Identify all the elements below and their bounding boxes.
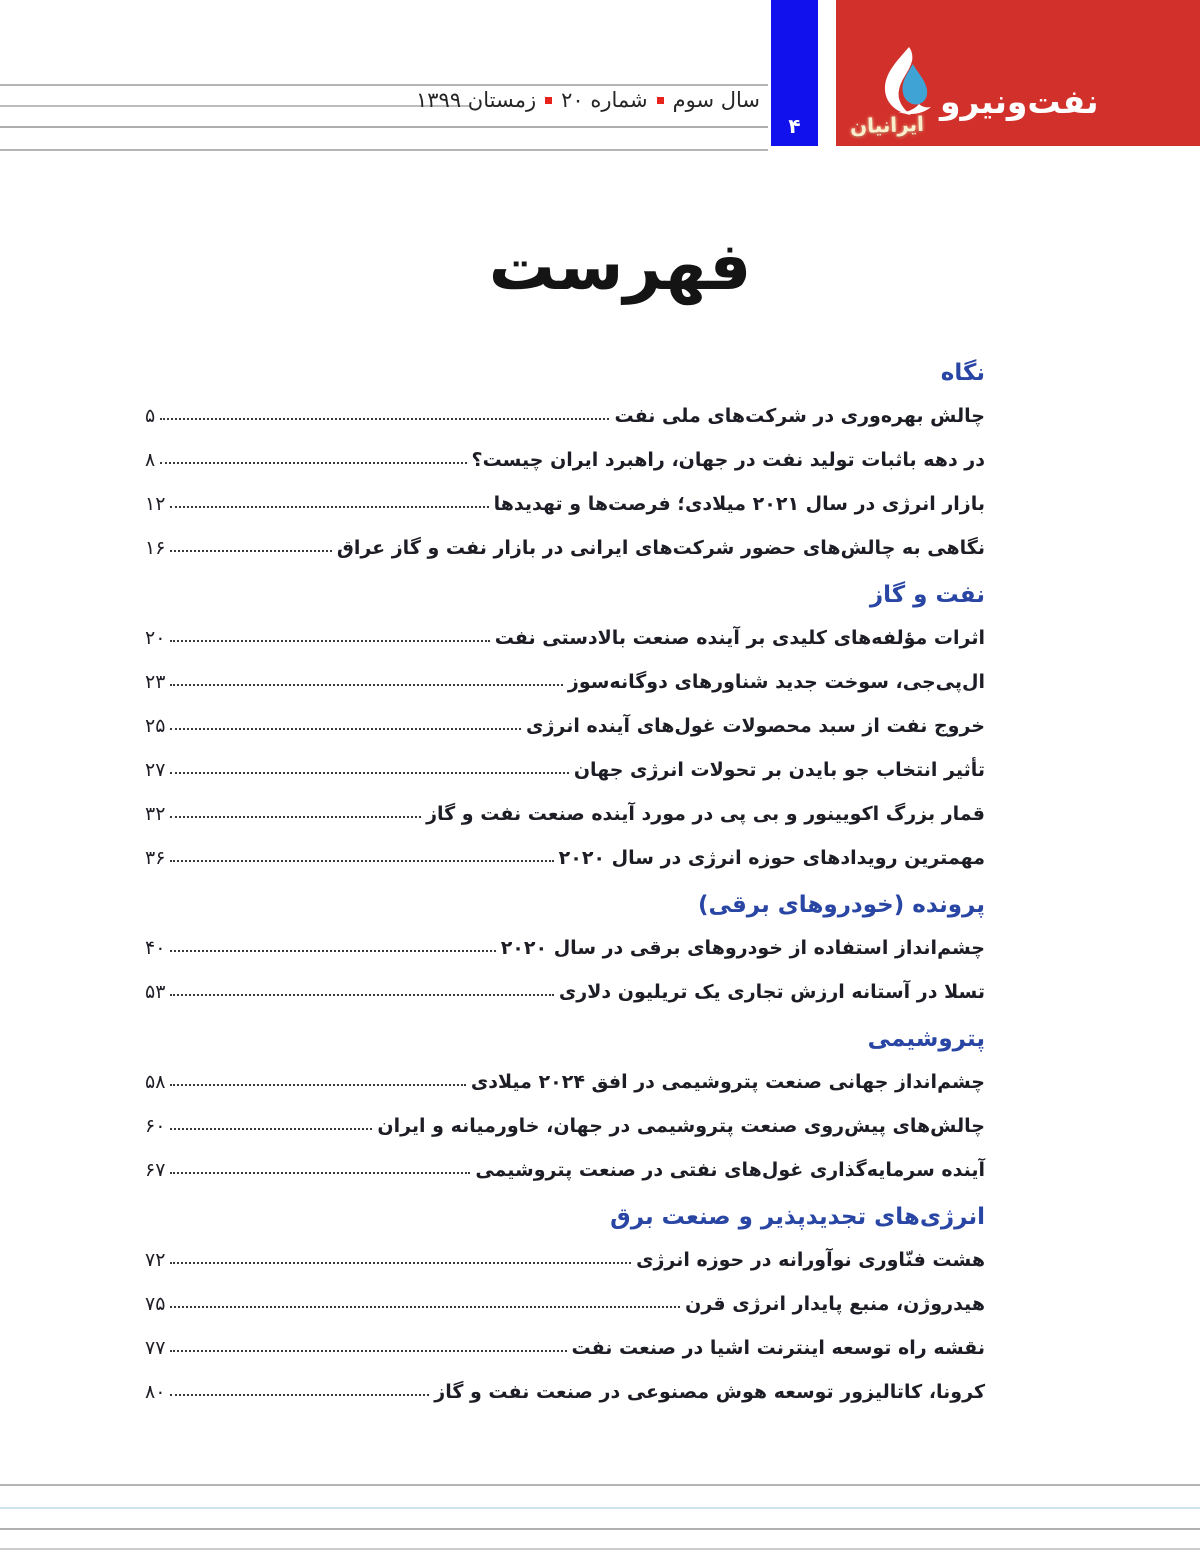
bullet-separator-icon — [657, 97, 664, 104]
toc-item-title: چشم‌انداز جهانی صنعت پتروشیمی در افق ۲۰۲۴ میلادی — [470, 1071, 985, 1093]
divider-line — [0, 1548, 1200, 1550]
toc-item-page: ۶۰ — [145, 1115, 166, 1137]
toc-item-page: ۵۸ — [145, 1071, 166, 1093]
toc-item-page: ۶۷ — [145, 1159, 166, 1181]
toc-item[interactable] — [145, 788, 985, 832]
toc-item-page: ۲۷ — [145, 759, 166, 781]
dotted-leader — [160, 418, 609, 420]
dotted-leader — [170, 1394, 429, 1396]
logo-title: نفت‌ونیرو — [940, 82, 1099, 121]
toc-item[interactable] — [145, 700, 985, 744]
section-title: پتروشیمی — [867, 1026, 985, 1052]
issue-meta — [416, 88, 760, 112]
toc-item[interactable] — [145, 1366, 985, 1410]
logo-subtitle: ایرانیان — [849, 111, 925, 139]
dotted-leader — [170, 994, 553, 996]
table-of-contents — [145, 356, 985, 1410]
dotted-leader — [160, 462, 466, 464]
dotted-leader — [170, 640, 489, 642]
divider-line — [0, 1528, 1200, 1530]
toc-item-title: تسلا در آستانه ارزش تجاری یک تریلیون دلاری — [558, 981, 985, 1003]
toc-item-title: آینده سرمایه‌گذاری غول‌های نفتی در صنعت پتروشیمی — [475, 1159, 985, 1181]
toc-item[interactable] — [145, 1322, 985, 1366]
flame-icon — [876, 46, 938, 116]
toc-item-page: ۷۷ — [145, 1337, 166, 1359]
dotted-leader — [170, 1306, 680, 1308]
toc-item-title: ال‌پی‌جی، سوخت جدید شناورهای دوگانه‌سوز — [567, 671, 985, 693]
toc-item-title: چشم‌انداز استفاده از خودروهای برقی در سال ۲۰۲۰ — [500, 937, 985, 959]
toc-item-page: ۲۳ — [145, 671, 166, 693]
section-title: انرژی‌های تجدیدپذیر و صنعت برق — [610, 1204, 985, 1230]
toc-item[interactable] — [145, 1144, 985, 1188]
toc-item-title: مهمترین رویدادهای حوزه انرژی در سال ۲۰۲۰ — [558, 847, 985, 869]
toc-item-title: تأثیر انتخاب جو بایدن بر تحولات انرژی جهان — [573, 759, 985, 781]
toc-item-title: چالش بهره‌وری در شرکت‌های ملی نفت — [614, 405, 985, 427]
toc-item-title: نگاهی به چالش‌های حضور شرکت‌های ایرانی در بازار نفت و گاز عراق — [336, 537, 985, 559]
toc-item-title: قمار بزرگ اکویینور و بی پی در مورد آینده صنعت نفت و گاز — [426, 803, 985, 825]
issue-season: زمستان ۱۳۹۹ — [416, 88, 537, 112]
toc-item-page: ۵ — [145, 405, 156, 427]
divider-line — [0, 1484, 1200, 1486]
dotted-leader — [170, 1350, 566, 1352]
dotted-leader — [170, 1128, 372, 1130]
toc-item-title: خروج نفت از سبد محصولات غول‌های آینده انرژی — [526, 715, 985, 737]
toc-item-page: ۷۲ — [145, 1249, 166, 1271]
page-number-tab — [771, 0, 818, 146]
toc-item-title: هیدروژن، منبع پایدار انرژی قرن — [685, 1293, 985, 1315]
toc-item-title: اثرات مؤلفه‌های کلیدی بر آینده صنعت بالادستی نفت — [494, 627, 985, 649]
toc-item-page: ۲۰ — [145, 627, 166, 649]
toc-item-page: ۱۲ — [145, 493, 166, 515]
toc-item[interactable] — [145, 390, 985, 434]
toc-item[interactable] — [145, 522, 985, 566]
toc-item[interactable] — [145, 1278, 985, 1322]
dotted-leader — [170, 506, 488, 508]
toc-item-page: ۲۵ — [145, 715, 166, 737]
toc-item-page: ۸۰ — [145, 1381, 166, 1403]
dotted-leader — [170, 1172, 470, 1174]
toc-item-title: بازار انرژی در سال ۲۰۲۱ میلادی؛ فرصت‌ها و تهدیدها — [493, 493, 985, 515]
divider-line — [0, 105, 471, 107]
section-title: نفت و گاز — [869, 582, 985, 608]
divider-line — [0, 84, 768, 86]
magazine-logo — [836, 0, 1200, 146]
toc-item[interactable] — [145, 656, 985, 700]
dotted-leader — [170, 816, 421, 818]
dotted-leader — [170, 550, 331, 552]
dotted-leader — [170, 860, 553, 862]
toc-item-page: ۸ — [145, 449, 156, 471]
toc-item-page: ۳۲ — [145, 803, 166, 825]
section-title: نگاه — [940, 360, 985, 386]
toc-item[interactable] — [145, 612, 985, 656]
toc-item[interactable] — [145, 1234, 985, 1278]
toc-item[interactable] — [145, 434, 985, 478]
dotted-leader — [170, 772, 568, 774]
toc-item[interactable] — [145, 1056, 985, 1100]
bullet-separator-icon — [545, 97, 552, 104]
toc-item-title: کرونا، کاتالیزور توسعه هوش مصنوعی در صنعت نفت و گاز — [434, 1381, 985, 1403]
toc-item-title: چالش‌های پیش‌روی صنعت پتروشیمی در جهان، خاورمیانه و ایران — [377, 1115, 985, 1137]
dotted-leader — [170, 1262, 631, 1264]
dotted-leader — [170, 684, 562, 686]
toc-item-title: هشت فنّاوری نوآورانه در حوزه انرژی — [636, 1249, 985, 1271]
issue-year: سال سوم — [672, 88, 760, 112]
toc-item-page: ۴۰ — [145, 937, 166, 959]
divider-line — [0, 149, 768, 151]
toc-item[interactable] — [145, 922, 985, 966]
toc-item[interactable] — [145, 1100, 985, 1144]
toc-item-page: ۱۶ — [145, 537, 166, 559]
toc-item-title: نقشه راه توسعه اینترنت اشیا در صنعت نفت — [571, 1337, 985, 1359]
toc-item[interactable] — [145, 478, 985, 522]
toc-item-page: ۷۵ — [145, 1293, 166, 1315]
section-title: پرونده (خودروهای برقی) — [697, 892, 985, 918]
dotted-leader — [170, 728, 521, 730]
page-number: ۴ — [788, 114, 801, 138]
toc-item[interactable] — [145, 832, 985, 876]
toc-item-page: ۳۶ — [145, 847, 166, 869]
issue-number: شماره ۲۰ — [561, 88, 648, 112]
toc-item-title: در دهه باثبات تولید نفت در جهان، راهبرد ایران چیست؟ — [471, 449, 985, 471]
dotted-leader — [170, 1084, 465, 1086]
divider-line — [0, 1507, 1200, 1509]
dotted-leader — [170, 950, 495, 952]
divider-line — [0, 126, 768, 128]
page-title: فهرست — [488, 228, 752, 305]
toc-item[interactable] — [145, 744, 985, 788]
toc-item[interactable] — [145, 966, 985, 1010]
toc-item-page: ۵۳ — [145, 981, 166, 1003]
